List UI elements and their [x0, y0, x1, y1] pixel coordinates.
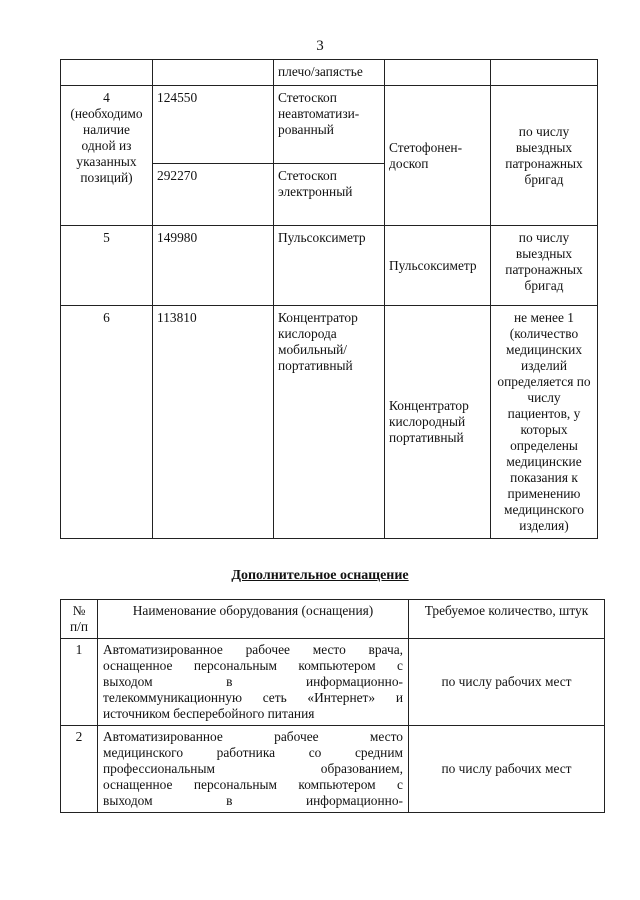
num-cell: [61, 60, 153, 86]
name-cell: Пульсоксиметр: [274, 226, 385, 306]
quantity-cell: не менее 1 (количество медицинских изделий определяется по числу пациентов, у которых определены медицинские показания к применению медицинского изделия): [491, 306, 598, 539]
type-cell: [385, 60, 491, 86]
code-cell: 292270: [153, 163, 274, 225]
header-num: № п/п: [61, 600, 98, 639]
num-cell: 4 (необходимо наличие одной из указанных позиций): [61, 86, 153, 226]
quantity-cell: по числу выездных патронажных бригад: [491, 86, 598, 226]
table-row: [61, 60, 598, 86]
type-cell: Стетофонен- доскоп: [385, 86, 491, 226]
type-cell: Концентратор кислородный портативный: [385, 306, 491, 539]
name-cell: Стетоскоп неавтоматизи- рованный: [274, 86, 385, 164]
num-cell: 6: [61, 306, 153, 539]
name-cell: Концентратор кислорода мобильный/ портативный: [274, 306, 385, 539]
code-cell: 124550: [153, 86, 274, 164]
row-name: Автоматизированное рабочее место врача, оснащенное персональным компьютером с выходом в информационно- телекоммуникационную сеть «Интернет» и источником бесперебойного питания: [98, 639, 409, 726]
quantity-cell: по числу выездных патронажных бригад: [491, 226, 598, 306]
table-row: [61, 226, 598, 306]
row-num: 2: [61, 726, 98, 813]
row-quantity: по числу рабочих мест: [409, 639, 605, 726]
code-cell: 113810: [153, 306, 274, 539]
num-cell: 5: [61, 226, 153, 306]
section-heading: Дополнительное оснащение: [231, 568, 409, 583]
row-num: 1: [61, 639, 98, 726]
name-cell: плечо/запястье: [274, 60, 385, 86]
name-cell: Стетоскоп электронный: [274, 163, 385, 225]
quantity-cell: [491, 60, 598, 86]
table-row: [61, 306, 598, 539]
table-row: [61, 86, 598, 164]
code-cell: 149980: [153, 226, 274, 306]
code-cell: [153, 60, 274, 86]
row-quantity: по числу рабочих мест: [409, 726, 605, 813]
table-header-row: [61, 600, 605, 639]
additional-equipment-table: [60, 599, 605, 813]
header-quantity: Требуемое количество, штук: [409, 600, 605, 639]
header-name: Наименование оборудования (оснащения): [98, 600, 409, 639]
table-row: [61, 726, 605, 813]
table-row: [61, 639, 605, 726]
type-cell: Пульсоксиметр: [385, 226, 491, 306]
row-name: Автоматизированное рабочее место медицинского работника со средним профессиональным образованием, оснащенное персональным компьютером с выходом в информационно-: [98, 726, 409, 813]
page-number: 3: [316, 38, 324, 54]
equipment-table: [60, 59, 598, 539]
